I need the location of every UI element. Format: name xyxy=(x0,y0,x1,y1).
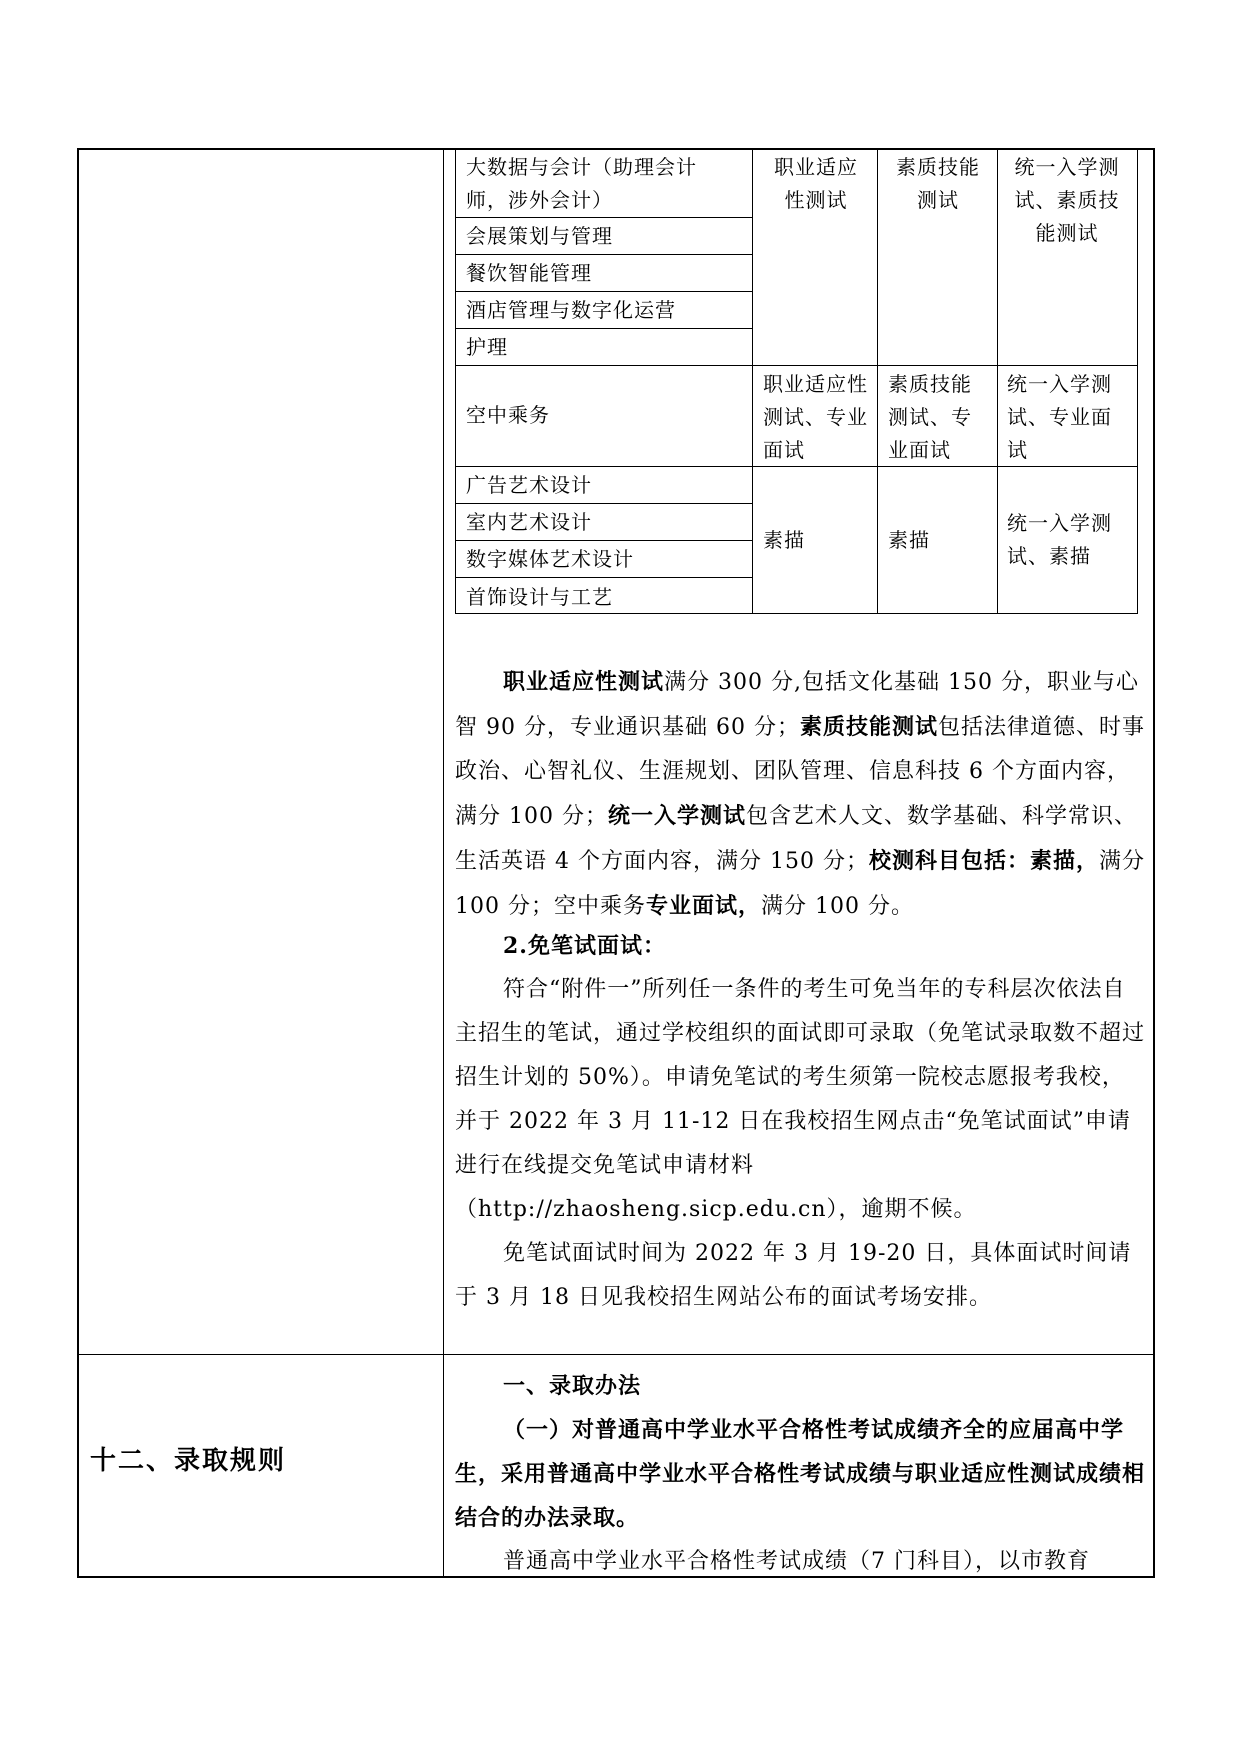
major-cell: 大数据与会计（助理会计师，涉外会计） xyxy=(466,155,697,212)
term-bold: 统一入学测试 xyxy=(607,803,746,829)
row-label: 十二、录取规则 xyxy=(90,1446,287,1476)
major-cell: 酒店管理与数字化运营 xyxy=(466,298,676,322)
test3-cell: 统一入学测试、专业面试 xyxy=(1007,372,1112,462)
scoring-text: 包括法律道德、时事政治、心智礼仪、生涯规划、团队管理、信息科技 6 个方面内容，满分 100 分； xyxy=(455,715,1145,829)
major-cell: 餐饮智能管理 xyxy=(466,261,592,285)
exam-table-row-divider xyxy=(455,577,752,578)
exemption-paragraph: 符合“附件一”所列任一条件的考生可免当年的专科层次依法自主招生的笔试，通过学校组织的面试即可录取（免笔试录取数不超过招生计划的 50%）。申请免笔试的考生须第一院校志愿报考我校，并于 2022 年 3 月 11-12 日在我校招生网点击“免笔试面试”申请进行在线提交免笔试申请材料（http://zhaosheng.sicp.edu.cn），逾期不候。 xyxy=(455,977,1146,1222)
term-bold: 专业面试， xyxy=(646,893,762,919)
exam-table-group-divider xyxy=(455,365,1138,366)
test3-cell: 统一入学测试、素质技能测试 xyxy=(1014,155,1120,245)
test2-cell: 素质技能测试、专业面试 xyxy=(888,372,972,462)
exam-table-row-divider xyxy=(455,217,752,218)
test3-cell: 统一入学测试、素描 xyxy=(1007,511,1112,568)
scoring-text: 满分 100 分；空中乘务 xyxy=(455,849,1145,919)
exam-table-row-divider xyxy=(455,503,752,504)
major-cell: 首饰设计与工艺 xyxy=(466,585,613,609)
exam-table-row-divider xyxy=(455,328,752,329)
term-bold: 素质技能测试 xyxy=(799,714,938,740)
major-cell: 空中乘务 xyxy=(466,403,550,427)
term-bold: 校测科目包括：素描， xyxy=(868,848,1099,874)
exam-table-row-divider xyxy=(455,540,752,541)
scoring-text: 满分 100 分。 xyxy=(761,894,914,919)
term-bold: 职业适应性测试 xyxy=(503,669,665,695)
outer-row-divider xyxy=(77,1354,1155,1355)
major-cell: 广告艺术设计 xyxy=(466,473,592,497)
major-cell: 室内艺术设计 xyxy=(466,510,592,534)
admission-text: 普通高中学业水平合格性考试成绩（7 门科目），以市教育 xyxy=(503,1549,1090,1574)
exemption-time-paragraph: 免笔试面试时间为 2022 年 3 月 19-20 日，具体面试时间请于 3 月 18 日见我校招生网站公布的面试考场安排。 xyxy=(455,1241,1132,1310)
exam-table-col-divider xyxy=(997,148,998,614)
scoring-text: 包含艺术人文、数学基础、科学常识、生活英语 4 个方面内容，满分 150 分； xyxy=(455,804,1138,874)
exam-table-col-divider xyxy=(752,148,753,614)
exam-table-row-divider xyxy=(455,291,752,292)
exemption-heading: 2.免笔试面试： xyxy=(503,933,666,959)
scoring-text: 满分 300 分,包括文化基础 150 分，职业与心智 90 分，专业通识基础 60 分； xyxy=(455,670,1139,740)
exam-table-col-divider xyxy=(877,148,878,614)
test1-cell: 职业适应性测试、专业面试 xyxy=(763,372,868,462)
admission-method: （一）对普通高中学业水平合格性考试成绩齐全的应届高中学生，采用普通高中学业水平合格性考试成绩与职业适应性测试成绩相结合的办法录取。 xyxy=(455,1417,1146,1531)
admission-heading: 一、录取办法 xyxy=(503,1373,642,1399)
outer-column-divider xyxy=(443,148,444,1578)
scoring-paragraph xyxy=(455,660,1145,929)
major-cell: 数字媒体艺术设计 xyxy=(466,547,634,571)
test2-cell: 素描 xyxy=(888,528,930,552)
exam-table-row-divider xyxy=(455,254,752,255)
major-cell: 会展策划与管理 xyxy=(466,224,613,248)
test1-cell: 职业适应性测试 xyxy=(774,155,858,212)
major-cell: 护理 xyxy=(466,335,508,359)
test1-cell: 素描 xyxy=(763,528,805,552)
test2-cell: 素质技能测试 xyxy=(896,155,980,212)
